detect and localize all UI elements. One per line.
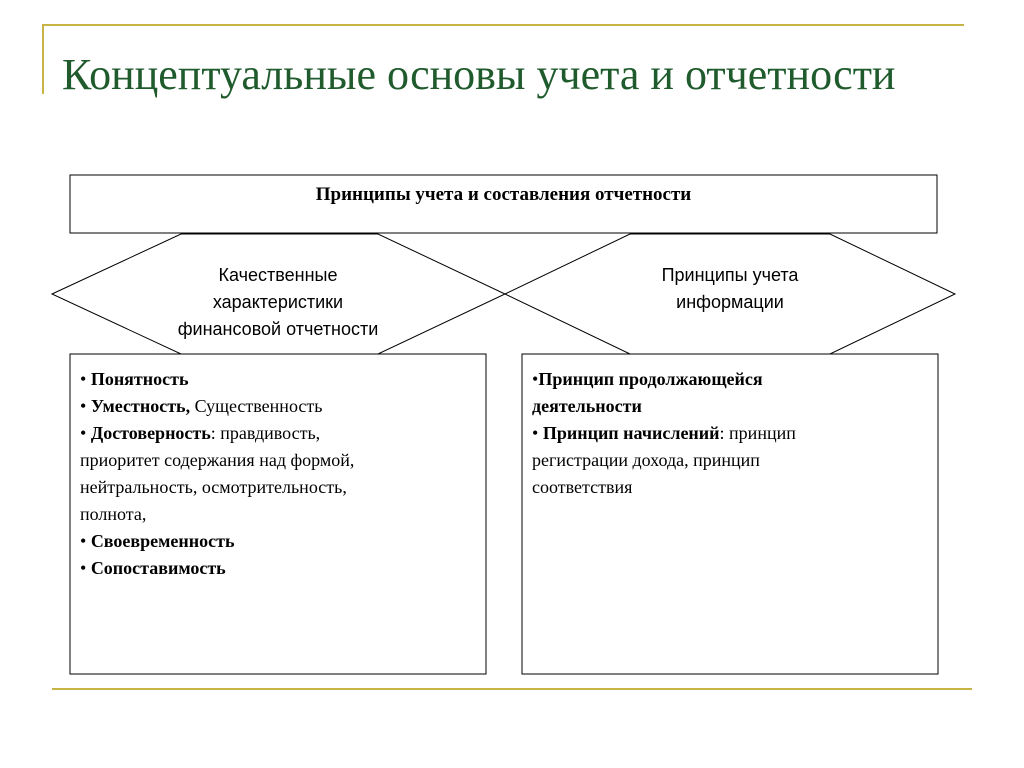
term: Принцип начислений <box>542 423 720 443</box>
list-line <box>80 420 480 447</box>
list-line <box>80 447 480 474</box>
bullet: • <box>80 369 87 389</box>
term-detail: : правдивость, <box>210 423 321 443</box>
slide-title: Концептуальные основы учета и отчетности <box>62 50 896 99</box>
list-line <box>532 420 932 447</box>
list-line <box>532 366 932 393</box>
list-line <box>80 501 480 528</box>
list-line <box>80 366 480 393</box>
term-detail: соответствия <box>532 477 633 497</box>
bullet: • <box>532 369 539 389</box>
diamond-left-label <box>148 262 408 343</box>
qualitative-characteristics-list <box>80 366 480 582</box>
term-detail: Существенность <box>190 396 323 416</box>
list-line <box>80 393 480 420</box>
accounting-principles-list <box>532 366 932 501</box>
term: Сопоставимость <box>90 558 226 578</box>
term: Принцип продолжающейся <box>538 369 763 389</box>
term: Достоверность <box>90 423 211 443</box>
list-line <box>532 447 932 474</box>
diamond-right-line: информации <box>676 292 784 312</box>
bullet: • <box>80 531 87 551</box>
bullet: • <box>80 396 87 416</box>
bullet: • <box>80 423 87 443</box>
term: Понятность <box>90 369 189 389</box>
list-line <box>80 474 480 501</box>
term-detail: : принцип <box>719 423 796 443</box>
list-line <box>532 474 932 501</box>
term-detail: регистрации дохода, принцип <box>532 450 760 470</box>
term: Своевременность <box>90 531 235 551</box>
bullet: • <box>80 558 87 578</box>
diamond-left-line: Качественные <box>218 265 338 285</box>
list-line <box>80 555 480 582</box>
list-line <box>532 393 932 420</box>
top-box-label: Принципы учета и составления отчетности <box>315 184 692 205</box>
bullet: • <box>532 423 539 443</box>
list-line <box>80 528 480 555</box>
diamond-left-line: финансовой отчетности <box>177 319 379 339</box>
term: Уместность, <box>90 396 191 416</box>
diamond-right-line: Принципы учета <box>661 265 799 285</box>
diamond-left-line: характеристики <box>212 292 344 312</box>
term-detail: полнота, <box>80 504 147 524</box>
term-detail: нейтральность, осмотрительность, <box>80 477 347 497</box>
term: деятельности <box>532 396 642 416</box>
term-detail: приоритет содержания над формой, <box>80 450 355 470</box>
diamond-right-label <box>610 262 850 316</box>
